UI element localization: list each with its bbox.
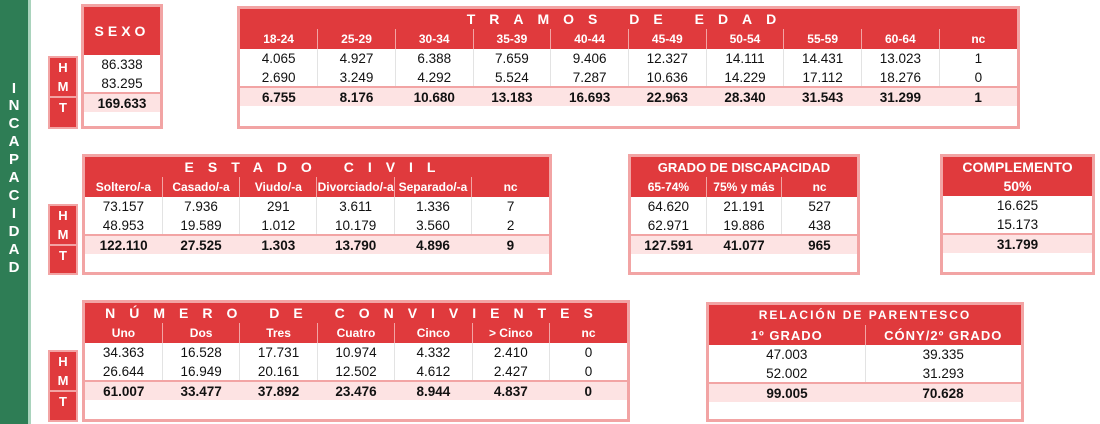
row-label-m: M [57,79,69,94]
tramos-total-cell: 28.340 [706,87,784,106]
discapacidad-header: nc [782,177,857,197]
parentesco-cell: 31.293 [922,365,964,381]
convivientes-cell: 2.410 [472,343,549,362]
sidebar-letter: C [8,115,20,132]
table-row [709,364,1021,383]
tramos-total-cell: 1 [939,87,1017,106]
sidebar-letter: A [8,133,20,150]
tramos-header: 45-49 [628,29,706,49]
tramos-header: 30-34 [395,29,473,49]
estado-header: Soltero/-a [85,177,162,197]
total-row [85,235,549,254]
parentesco-cell: 47.003 [709,345,865,364]
convivientes-cell: 26.644 [85,362,162,381]
parentesco-cell: 52.002 [709,364,865,383]
tramos-cell: 2.690 [240,68,318,87]
convivientes-cell: 4.612 [395,362,472,381]
row-label-t: T [50,244,76,265]
convivientes-total-cell: 37.892 [240,381,317,400]
complemento-total: 31.799 [943,234,1092,253]
convivientes-header: nc [550,323,627,343]
discapacidad-table [628,154,860,275]
tramos-cell: 10.636 [628,68,706,87]
tramos-header: 40-44 [551,29,629,49]
estado-total-cell: 4.896 [394,235,471,254]
tramos-edad-table [237,6,1020,129]
tramos-cell: 14.111 [706,49,784,68]
tramos-cell: 17.112 [784,68,862,87]
tramos-header: nc [939,29,1017,49]
tramos-cell: 0 [974,69,983,85]
sidebar-letter: P [8,151,19,168]
discapacidad-cell: 64.620 [631,197,706,216]
tramos-total-cell: 13.183 [473,87,551,106]
parentesco-total-cell: 99.005 [709,383,865,402]
sexo-total: 169.633 [84,93,160,112]
estado-cell: 19.589 [162,216,239,235]
tramos-total-cell: 22.963 [628,87,706,106]
estado-total-cell: 27.525 [162,235,239,254]
sidebar-letter: D [8,223,20,240]
tramos-cell: 7.659 [473,49,551,68]
sidebar-letter: N [8,97,20,114]
estado-title: ESTADO CIVIL [85,157,549,177]
estado-total-cell: 13.790 [317,235,394,254]
convivientes-total-cell: 23.476 [317,381,394,400]
table-row [240,49,1017,68]
estado-cell: 7.936 [162,197,239,216]
tramos-cell: 14.431 [784,49,862,68]
sidebar-letter: I [11,80,17,97]
tramos-total-cell: 10.680 [395,87,473,106]
convivientes-cell: 17.731 [240,343,317,362]
row-label-h: H [58,60,68,75]
row-label-m: M [57,373,69,388]
complemento-subtitle: 50% [943,176,1092,196]
tramos-cell: 18.276 [862,68,940,87]
sidebar-letter: C [8,187,20,204]
convivientes-header: Dos [162,323,239,343]
convivientes-title: NÚMERO DE CONVIVIENTES [85,303,627,323]
tramos-cell: 4.927 [318,49,396,68]
complemento-table [940,154,1095,275]
discapacidad-cell: 21.191 [706,197,781,216]
table-row [85,197,549,216]
convivientes-header: > Cinco [472,323,549,343]
tramos-cell: 7.287 [551,68,629,87]
total-row [631,235,857,254]
discapacidad-cell: 19.886 [706,216,781,235]
convivientes-cell: 10.974 [317,343,394,362]
discapacidad-cell: 62.971 [631,216,706,235]
row-label-h: H [58,354,68,369]
estado-header: Divorciado/-a [317,177,394,197]
row-labels-1 [48,56,78,129]
row-label-h: H [58,208,68,223]
estado-cell: 48.953 [85,216,162,235]
tramos-total-cell: 31.543 [784,87,862,106]
table-row [240,68,1017,87]
convivientes-header: Tres [240,323,317,343]
sidebar-letter: I [11,205,17,222]
complemento-title: COMPLEMENTO [943,157,1092,176]
estado-cell: 3.611 [317,197,394,216]
estado-civil-table [82,154,552,275]
row-label-t: T [50,96,76,117]
total-row [709,383,1021,402]
tramos-header: 50-54 [706,29,784,49]
tramos-cell: 12.327 [628,49,706,68]
convivientes-header: Uno [85,323,162,343]
estado-header: Separado/-a [394,177,471,197]
vertical-sidebar [0,0,31,424]
parentesco-header: 1º GRADO [709,325,865,345]
tramos-header: 55-59 [784,29,862,49]
estado-cell: 1.336 [394,197,471,216]
convivientes-cell: 0 [584,345,593,360]
tramos-title: TRAMOS DE EDAD [240,9,1017,29]
convivientes-table [82,300,630,422]
tramos-cell: 13.023 [862,49,940,68]
tramos-header: 35-39 [473,29,551,49]
discapacidad-header: 75% y más [706,177,781,197]
sidebar-letter: D [8,259,20,276]
convivientes-header: Cuatro [317,323,394,343]
estado-cell: 3.560 [394,216,471,235]
convivientes-cell: 0 [584,363,593,379]
convivientes-cell: 12.502 [317,362,394,381]
estado-header: Viudo/-a [240,177,317,197]
estado-cell: 7 [506,199,515,214]
tramos-cell: 9.406 [551,49,629,68]
convivientes-cell: 2.427 [472,362,549,381]
sexo-h: 86.338 [101,57,143,72]
tramos-cell: 14.229 [706,68,784,87]
row-labels-3 [48,350,78,422]
sidebar-letter: A [8,169,20,186]
table-row [631,197,857,216]
tramos-cell: 3.249 [318,68,396,87]
tramos-cell: 1 [974,51,983,66]
row-labels-2 [48,204,78,275]
estado-cell: 10.179 [317,216,394,235]
estado-total-cell: 122.110 [85,235,162,254]
tramos-cell: 5.524 [473,68,551,87]
discapacidad-cell: 527 [808,199,831,214]
convivientes-total-cell: 0 [550,381,627,400]
tramos-header: 25-29 [318,29,396,49]
complemento-m: 15.173 [996,216,1039,232]
tramos-total-cell: 16.693 [551,87,629,106]
table-row [85,343,627,362]
tramos-total-cell: 8.176 [318,87,396,106]
convivientes-total-cell: 8.944 [395,381,472,400]
total-row [85,381,627,400]
sexo-m: 83.295 [101,75,143,91]
convivientes-cell: 16.949 [162,362,239,381]
convivientes-cell: 16.528 [162,343,239,362]
tramos-cell: 6.388 [395,49,473,68]
tramos-header: 60-64 [862,29,940,49]
sidebar-letter: A [8,241,20,258]
estado-cell: 2 [506,217,515,233]
convivientes-total-cell: 4.837 [472,381,549,400]
row-label-t: T [50,390,76,411]
discapacidad-header: 65-74% [631,177,706,197]
table-row [85,216,549,235]
table-row [631,216,857,235]
sexo-table [81,4,163,129]
discapacidad-total-cell: 965 [782,235,857,254]
discapacidad-total-cell: 127.591 [631,235,706,254]
parentesco-header: CÓNY/2º GRADO [865,325,1021,345]
table-row [709,345,1021,364]
table-row [85,362,627,381]
convivientes-total-cell: 33.477 [162,381,239,400]
tramos-cell: 4.292 [395,68,473,87]
parentesco-table [706,302,1024,422]
parentesco-title: RELACIÓN DE PARENTESCO [709,305,1021,325]
estado-cell: 1.012 [240,216,317,235]
complemento-h: 16.625 [996,198,1039,213]
estado-total-cell: 9 [472,235,549,254]
tramos-cell: 4.065 [240,49,318,68]
row-label-m: M [57,227,69,242]
convivientes-total-cell: 61.007 [85,381,162,400]
tramos-total-cell: 31.299 [862,87,940,106]
convivientes-cell: 34.363 [85,343,162,362]
sexo-title: SEXO [84,7,160,55]
discapacidad-total-cell: 41.077 [706,235,781,254]
discapacidad-title: GRADO DE DISCAPACIDAD [631,157,857,177]
tramos-header: 18-24 [240,29,318,49]
convivientes-cell: 4.332 [395,343,472,362]
estado-cell: 291 [240,197,317,216]
parentesco-total-cell: 70.628 [865,383,1021,402]
estado-header: Casado/-a [162,177,239,197]
total-row [240,87,1017,106]
tramos-total-cell: 6.755 [240,87,318,106]
convivientes-header: Cinco [395,323,472,343]
estado-total-cell: 1.303 [240,235,317,254]
estado-header: nc [472,177,549,197]
estado-cell: 73.157 [85,197,162,216]
discapacidad-cell: 438 [808,217,831,233]
convivientes-cell: 20.161 [240,362,317,381]
parentesco-cell: 39.335 [922,347,964,362]
